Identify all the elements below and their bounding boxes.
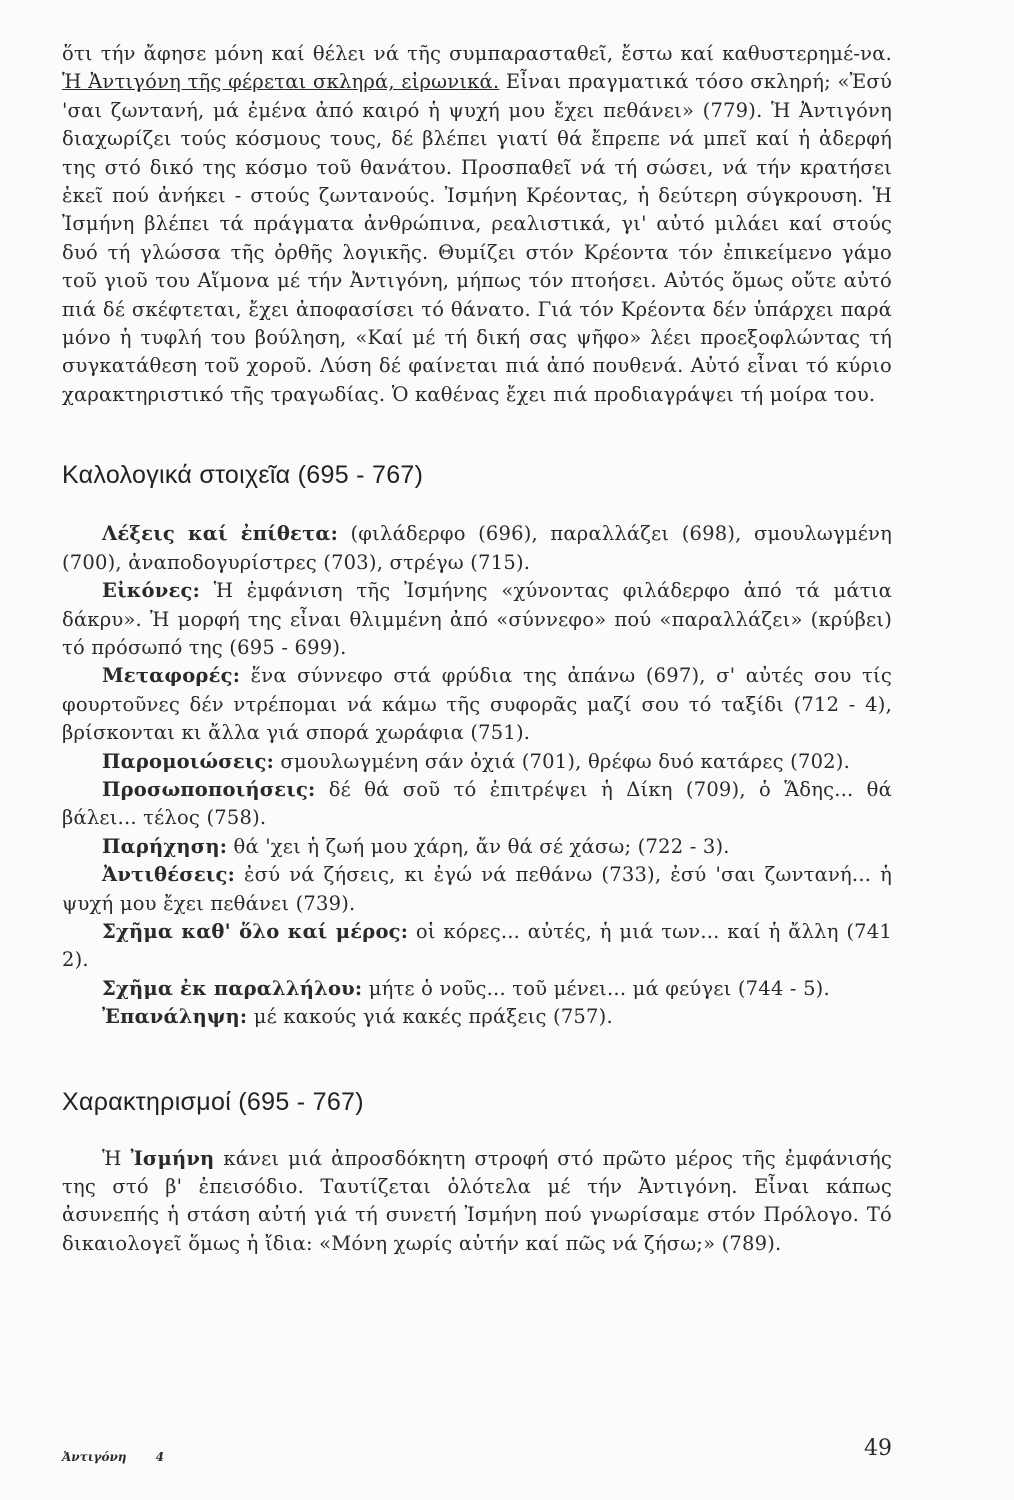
term-text: ἐσύ νά ζήσεις, κι ἐγώ νά πεθάνω (733), ἐσύ 'σαι ζωντανή... ἡ ψυχή μου ἔχει πεθάνει (739). bbox=[62, 863, 892, 915]
term-label: Σχῆμα ἐκ παραλλήλου: bbox=[102, 976, 363, 1000]
page-footer bbox=[62, 1436, 892, 1465]
footer-signature: 4 bbox=[155, 1450, 164, 1464]
page-body bbox=[62, 40, 892, 1258]
list-item bbox=[62, 918, 892, 975]
term-text: ἕνα σύννεφο στά φρύδια της ἀπάνω (697), σ' αὐτές σου τίς φουρτοῦνες δέν ντρέπομαι νά κάμω τῆς συφορᾶς μαζί σου τό ταξίδι (712 - 4), βρίσκονται κι ἄλλα γιά σπορά χωράφια (751). bbox=[62, 664, 892, 745]
term-text: οἱ κόρες... αὐτές, ἡ μιά των... καί ἡ ἄλλη (741 2). bbox=[62, 919, 892, 972]
list-item bbox=[62, 1003, 892, 1031]
term-text: σμουλωγμένη σάν ὀχιά (701), θρέφω δυό κατάρες (702). bbox=[274, 749, 850, 773]
list-item bbox=[62, 748, 892, 776]
char-name-bold: Ἰσμήνη bbox=[130, 1146, 215, 1170]
list-item bbox=[62, 975, 892, 1003]
term-text: δέ θά σοῦ τό ἐπιτρέψει ἡ Δίκη (709), ὁ Ἅδης... θά βάλει... τέλος (758). bbox=[62, 777, 892, 830]
term-text: μέ κακούς γιά κακές πράξεις (757). bbox=[247, 1005, 613, 1029]
rhetorical-list bbox=[62, 520, 892, 1031]
section-heading-characterizations: Χαρακτηρισμοί (695 - 767) bbox=[62, 1087, 364, 1116]
term-label: Ἀντιθέσεις: bbox=[102, 863, 236, 887]
characterization-paragraph bbox=[62, 1145, 892, 1259]
term-label: Λέξεις καί ἐπίθετα: bbox=[102, 522, 339, 546]
term-text: θά 'χει ἡ ζωή μου χάρη, ἄν θά σέ χάσω; (722 - 3). bbox=[227, 834, 730, 858]
list-item bbox=[62, 776, 892, 833]
footer-book-title: Ἀντιγόνη bbox=[62, 1450, 127, 1464]
char-text-b: κάνει μιά ἀπροσδόκητη στροφή στό πρῶτο μέρος τῆς ἐμφάνισής της στό β' ἐπεισόδιο. Ταυτίζεται ὁλότελα μέ τήν Ἀντιγόνη. Εἶναι κάπως ἀσυνεπής ἡ στάση αὐτή γιά τή συνετή Ἰσμήνη πού γνωρίσαμε στόν Πρόλογο. Τό δικαιολογεῖ ὅμως ἡ ἴδια: «Μόνη χωρίς αὐτήν καί πῶς νά ζήσω;» (789). bbox=[62, 1146, 892, 1255]
term-label: Εἰκόνες: bbox=[102, 579, 200, 603]
char-text-a: Ἡ bbox=[102, 1146, 131, 1170]
term-label: Παρομοιώσεις: bbox=[102, 749, 275, 773]
list-item bbox=[62, 577, 892, 662]
term-label: Μεταφορές: bbox=[102, 664, 241, 688]
term-text: μήτε ὁ νοῦς... τοῦ μένει... μά φεύγει (744 - 5). bbox=[362, 976, 830, 1000]
list-item bbox=[62, 833, 892, 861]
page-number: 49 bbox=[864, 1436, 892, 1461]
term-label: Προσωποποιήσεις: bbox=[102, 777, 316, 801]
term-text: (φιλάδερφο (696), παραλλάζει (698), σμουλωγμένη (700), ἀναποδογυρίστρες (703), στρέγω (715). bbox=[62, 522, 892, 574]
term-label: Ἐπανάληψη: bbox=[102, 1005, 248, 1029]
intro-text-a: ὅτι τήν ἄφησε μόνη καί θέλει νά τῆς συμπαρασταθεῖ, ἔστω καί καθυστερημέ-να. bbox=[62, 42, 892, 65]
list-item bbox=[62, 520, 892, 577]
term-label: Σχῆμα καθ' ὅλο καί μέρος: bbox=[102, 919, 409, 943]
intro-text-b: Εἶναι πραγματικά τόσο σκληρή; «Ἐσύ 'σαι ζωντανή, μά ἐμένα ἀπό καιρό ἡ ψυχή μου ἔχει πεθάνει» (779). Ἡ Ἀντιγόνη διαχωρίζει τούς κόσμους τους, δέ βλέπει γιατί θά ἔπρεπε νά μπεῖ καί ἡ ἀδερφή της στό δικό της κόσμο τοῦ θανάτου. Προσπαθεῖ νά τή σώσει, νά τήν κρατήσει ἐκεῖ πού ἀνήκει - στούς ζωντανούς. Ἰσμήνη Κρέοντας, ἡ δεύτερη σύγκρουση. Ἡ Ἰσμήνη βλέπει τά πράγματα ἀνθρώπινα, ρεαλιστικά, γι' αὐτό μιλάει καί στούς δυό τή γλώσσα τῆς ὀρθῆς λογικῆς. Θυμίζει στόν Κρέοντα τόν ἐπικείμενο γάμο τοῦ γιοῦ του Αἵμονα μέ τήν Ἀντιγόνη, μήπως τόν πτοήσει. Αὐτός ὅμως οὔτε αὐτό πιά δέ σκέφτεται, ἔχει ἀποφασίσει τό θάνατο. Γιά τόν Κρέοντα δέν ὑπάρχει παρά μόνο ἡ τυφλή του βούληση, «Καί μέ τή δική σας ψῆφο» λέει προεξοφλώντας τή συγκατάθεση τοῦ χοροῦ. Λύση δέ φαίνεται πιά ἀπό πουθενά. Αὐτό εἶναι τό κύριο χαρακτηριστικό τῆς τραγωδίας. Ὁ καθένας ἔχει πιά προδιαγράψει τή μοίρα του. bbox=[62, 70, 892, 406]
intro-paragraph bbox=[62, 40, 892, 409]
list-item bbox=[62, 861, 892, 918]
term-label: Παρήχηση: bbox=[102, 834, 228, 858]
term-text: Ἡ ἐμφάνιση τῆς Ἰσμήνης «χύνοντας φιλάδερφο ἀπό τά μάτια δάκρυ». Ἡ μορφή της εἶναι θλιμμένη ἀπό «σύννεφο» πού «παραλλάζει» (κρύβει) τό πρόσωπό της (695 - 699). bbox=[62, 579, 892, 659]
intro-underlined-text: Ἡ Ἀντιγόνη τῆς φέρεται σκληρά, εἰρωνικά. bbox=[62, 70, 500, 94]
list-item bbox=[62, 662, 892, 747]
section-heading-rhetorical: Καλολογικά στοιχεῖα (695 - 767) bbox=[62, 461, 424, 490]
